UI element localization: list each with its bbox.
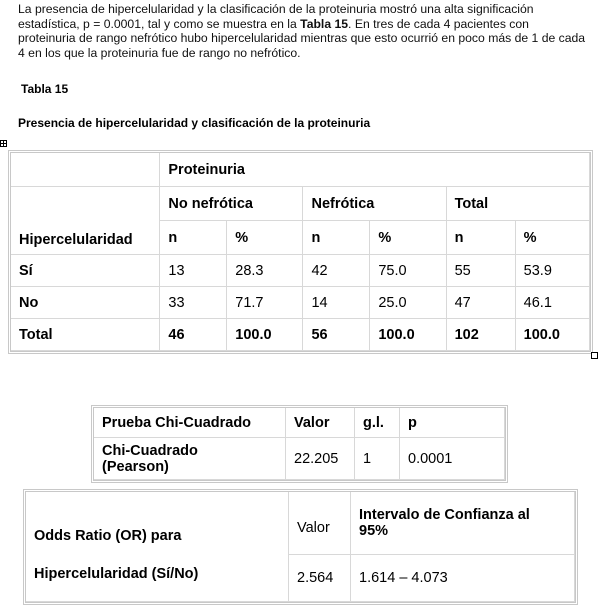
- subheader-pct: %: [370, 221, 446, 255]
- paragraph-text-2: . En tres de cada 4 pacientes con proteinuria de rango nefrótico hubo hipercelularidad mientras que esto ocurrió en poco más de 1 de cada 4 en los que la proteinuria fue de rango no nefrótico.: [18, 16, 586, 60]
- table-cell: 47: [447, 287, 516, 319]
- chi-header-valor: Valor: [286, 408, 355, 438]
- table-cell: 100.0: [370, 319, 446, 351]
- table-cell: 13: [160, 255, 227, 287]
- proteinuria-header: Proteinuria: [160, 153, 590, 187]
- chi-header-test: Prueba Chi-Cuadrado: [94, 408, 286, 438]
- or-label: [26, 492, 289, 602]
- table-cell: 14: [303, 287, 370, 319]
- subheader-n: n: [160, 221, 227, 255]
- table-cell: 53.9: [516, 255, 590, 287]
- subheader-pct: %: [516, 221, 590, 255]
- paragraph-table-ref: Tabla 15: [300, 16, 349, 31]
- or-valor-header: Valor: [289, 492, 351, 555]
- chi-label-line2: (Pearson): [102, 458, 169, 475]
- empty-corner-cell: [11, 153, 160, 187]
- group-header-no-nefrotica: No nefrótica: [160, 187, 303, 221]
- table-label: Tabla 15: [21, 82, 69, 96]
- intro-paragraph: [18, 2, 588, 60]
- table-cell: 46.1: [516, 287, 590, 319]
- chi-valor: 22.205: [286, 438, 355, 480]
- or-ci-header: [351, 492, 575, 555]
- table-cell: 55: [447, 255, 516, 287]
- table-cell: 42: [303, 255, 370, 287]
- chi-header-gl: g.l.: [355, 408, 400, 438]
- row-label: Sí: [11, 255, 160, 287]
- chi-gl: 1: [355, 438, 400, 480]
- table-cell: 46: [160, 319, 227, 351]
- subheader-n: n: [303, 221, 370, 255]
- group-header-total: Total: [447, 187, 590, 221]
- table-cell: 56: [303, 319, 370, 351]
- row-label: No: [11, 287, 160, 319]
- paragraph-text-1: La presencia de hipercelularidad y la clasificación de la proteinuria mostró una alta significación estadística, p = 0.0001, tal y como se muestra en la: [18, 2, 534, 31]
- table-move-handle-icon[interactable]: [0, 140, 7, 147]
- table-row: [11, 287, 590, 319]
- chi-label-line1: Chi-Cuadrado: [102, 442, 198, 459]
- or-ci: 1.614 – 4.073: [351, 555, 575, 602]
- table-row: [11, 255, 590, 287]
- subheader-n: n: [447, 221, 516, 255]
- table-cell: 28.3: [227, 255, 303, 287]
- odds-ratio-table: [23, 489, 578, 605]
- main-table: [8, 150, 593, 354]
- or-label-line2: Hipercelularidad (Sí/No): [34, 566, 199, 582]
- table-cell: 75.0: [370, 255, 446, 287]
- table-cell: 102: [447, 319, 516, 351]
- table-cell: 25.0: [370, 287, 446, 319]
- group-header-nefrotica: Nefrótica: [303, 187, 446, 221]
- table-cell: 100.0: [227, 319, 303, 351]
- or-ci-header-line1: Intervalo de Confianza al: [359, 507, 530, 523]
- chi-p: 0.0001: [400, 438, 505, 480]
- table-row-total: [11, 319, 590, 351]
- chi-header-p: p: [400, 408, 505, 438]
- table-caption: Presencia de hipercelularidad y clasificación de la proteinuria: [18, 116, 371, 130]
- subheader-pct: %: [227, 221, 303, 255]
- or-valor: 2.564: [289, 555, 351, 602]
- table-cell: 100.0: [516, 319, 590, 351]
- chi-row-label: [94, 438, 286, 480]
- table-cell: 71.7: [227, 287, 303, 319]
- table-cell: 33: [160, 287, 227, 319]
- or-ci-header-line2: 95%: [359, 523, 389, 539]
- or-label-line1: Odds Ratio (OR) para: [34, 528, 182, 544]
- row-label: Total: [11, 319, 160, 351]
- chi-square-table: [91, 405, 508, 483]
- hipercelularidad-header: Hipercelularidad: [11, 187, 160, 255]
- table-resize-handle-icon[interactable]: [591, 352, 598, 359]
